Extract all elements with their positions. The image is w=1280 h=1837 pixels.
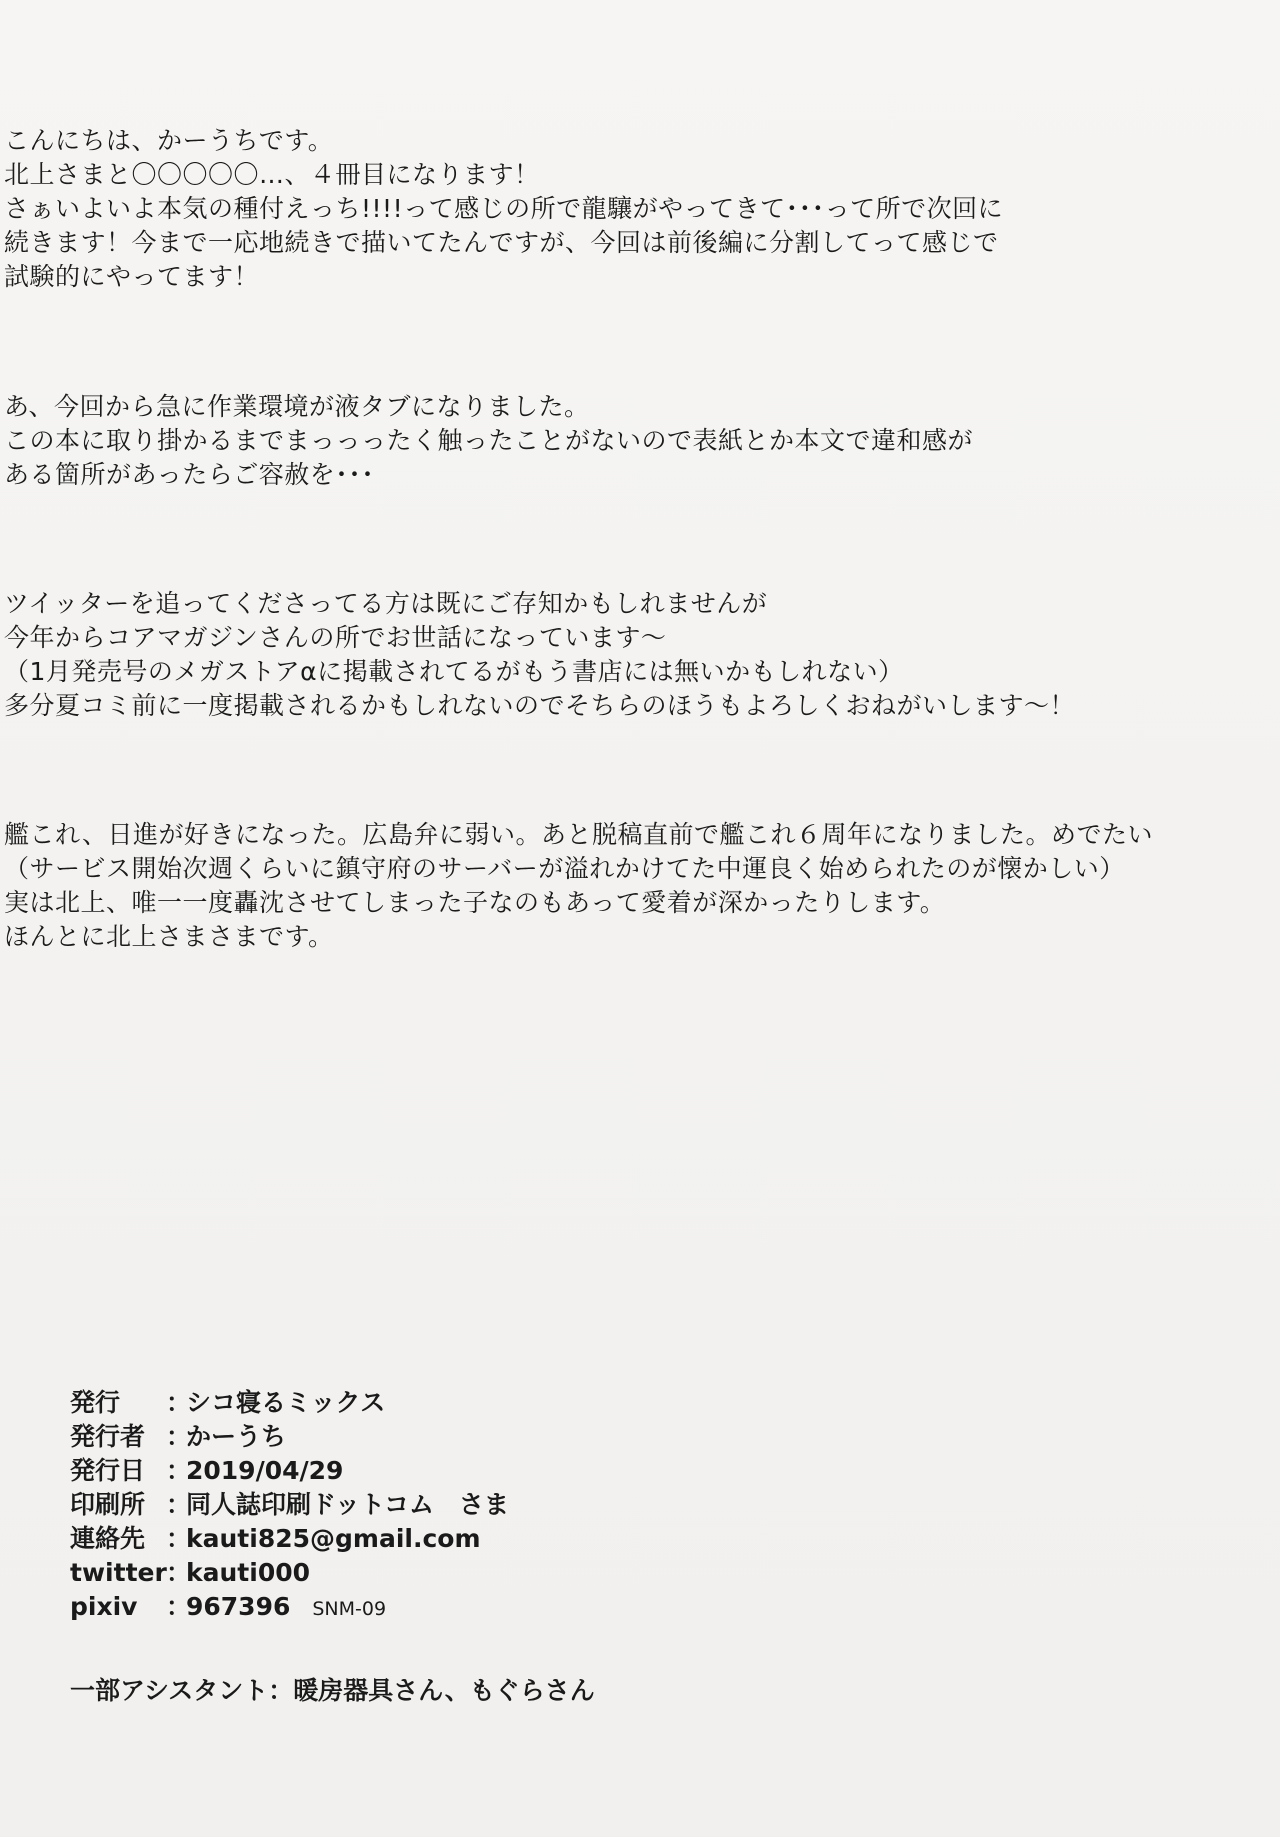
text-line: 続きます！今まで一応地続きで描いてたんですが、今回は前後編に分割してって感じで [4, 228, 999, 257]
text-line: 艦これ、日進が好きになった。広島弁に弱い。あと脱稿直前で艦これ６周年になりました。めでたい [4, 820, 1154, 849]
colophon-value-pixiv: 967396 [186, 1592, 291, 1621]
colophon-key: 発行者 [70, 1422, 146, 1451]
afterword [4, 124, 1274, 954]
colophon-value: かーうち [186, 1422, 287, 1451]
colophon-value-email: kauti825@gmail.com [186, 1524, 481, 1553]
colophon-row-publisher [70, 1386, 770, 1420]
text-line: 試験的にやってます！ [4, 262, 260, 291]
colophon-separator: ： [166, 1388, 192, 1417]
colophon-separator: ： [166, 1456, 192, 1485]
colophon-row-issuer [70, 1420, 770, 1454]
text-line: 実は北上、唯一一度轟沈させてしまった子なのもあって愛着が深かったりします。 [4, 888, 946, 917]
colophon-value: 2019/04/29 [186, 1456, 344, 1485]
text-line: あ、今回から急に作業環境が液タブになりました。 [4, 392, 590, 421]
colophon-key: pixiv [70, 1592, 138, 1621]
text-line: 多分夏コミ前に一度掲載されるかもしれないのでそちらのほうもよろしくおねがいします～！ [4, 691, 1076, 720]
colophon-separator: ： [166, 1592, 192, 1621]
colophon-key: 連絡先 [70, 1524, 146, 1553]
colophon-row-pixiv [70, 1590, 770, 1624]
colophon-row-date [70, 1454, 770, 1488]
colophon-separator: ： [166, 1422, 192, 1451]
colophon-key: 発行日 [70, 1456, 146, 1485]
afterword-paragraph-announcement [4, 587, 1274, 723]
colophon-separator: ： [166, 1524, 192, 1553]
colophon-key: 印刷所 [70, 1490, 146, 1519]
colophon-row-twitter [70, 1556, 770, 1590]
colophon-value-twitter: kauti000 [186, 1558, 310, 1587]
text-line: こんにちは、かーうちです。 [4, 126, 334, 155]
colophon-value: 同人誌印刷ドットコム さま [186, 1490, 510, 1519]
text-line: 北上さまと〇〇〇〇〇…、４冊目になります！ [4, 160, 540, 189]
afterword-paragraph-greeting [4, 124, 1274, 294]
colophon [70, 1386, 770, 1624]
text-line: （サービス開始次週くらいに鎮守府のサーバーが溢れかけてた中運良く始められたのが懐かしい） [4, 854, 1125, 883]
colophon-row-printer [70, 1488, 770, 1522]
colophon-row-contact [70, 1522, 770, 1556]
catalog-code: SNM-09 [312, 1598, 387, 1620]
colophon-separator: ： [166, 1490, 192, 1519]
assistants-credit: 一部アシスタント：暖房器具さん、もぐらさん [70, 1676, 595, 1705]
colophon-separator: ： [166, 1558, 192, 1587]
text-line: ある箇所があったらご容赦を･･･ [4, 460, 375, 489]
colophon-key: twitter [70, 1558, 167, 1587]
afterword-paragraph-kancolle [4, 818, 1274, 954]
colophon-value: シコ寝るミックス [186, 1388, 386, 1417]
text-line: ツイッターを追ってくださってる方は既にご存知かもしれませんが [4, 589, 768, 618]
text-line: （1月発売号のメガストアαに掲載されてるがもう書店には無いかもしれない） [4, 657, 904, 686]
text-line: さぁいよいよ本気の種付えっち!!!!って感じの所で龍驤がやってきて･･･って所で次回に [4, 194, 1004, 223]
text-line: ほんとに北上さまさまです。 [4, 922, 334, 951]
text-line: この本に取り掛かるまでまっっったく触ったことがないので表紙とか本文で違和感が [4, 426, 974, 455]
afterword-paragraph-environment [4, 390, 1274, 492]
colophon-key: 発行 [70, 1388, 121, 1417]
text-line: 今年からコアマガジンさんの所でお世話になっています～ [4, 623, 667, 652]
